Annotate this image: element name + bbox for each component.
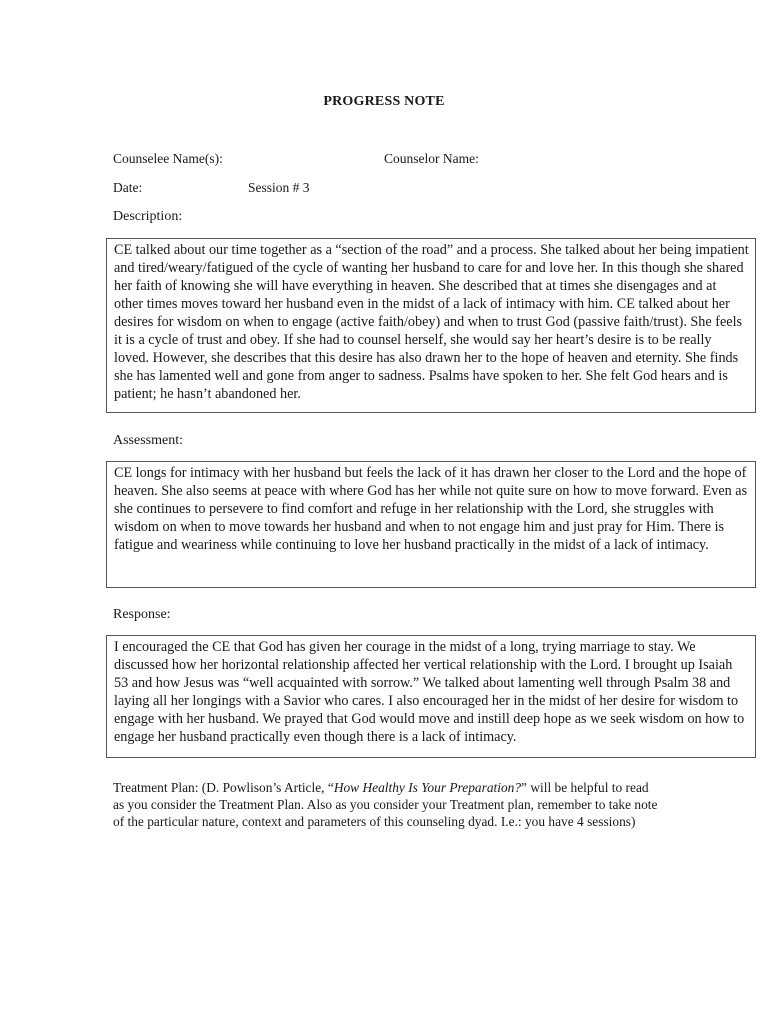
- assessment-box: [106, 461, 756, 588]
- treatment-plan-paragraph: [113, 779, 661, 830]
- response-label: Response:: [113, 607, 171, 622]
- description-box: [106, 238, 756, 413]
- session-number: Session # 3: [248, 180, 310, 195]
- counselee-name-label: Counselee Name(s):: [113, 151, 223, 166]
- assessment-label: Assessment:: [113, 433, 183, 448]
- document-title: PROGRESS NOTE: [323, 94, 445, 109]
- article-title: How Healthy Is Your Preparation?: [333, 780, 522, 795]
- description-label: Description:: [113, 209, 183, 224]
- date-label: Date:: [113, 180, 143, 195]
- treatment-plan-suffix: ” will be helpful to read as you consider the Treatment Plan. Also as you consider your Treatment plan, remember to take note of the particular nature, context and parameters of this counseling dyad. I.e.: you have 4 sessions): [113, 780, 658, 829]
- treatment-plan-prefix: Treatment Plan: (D. Powlison’s Article, “: [113, 780, 334, 795]
- response-text: I encouraged the CE that God has given her courage in the midst of a long, trying marriage to stay. We discussed how her horizontal relationship affected her vertical relationship with the Lord. I brought up Isaiah 53 and how Jesus was “well acquainted with sorrow.” We talked about lamenting well through Psalm 38 and laying all her longings with a Savior who cares. I also encouraged her in the midst of her desire for wisdom to engage with her husband. We prayed that God would move and instill deep hope as we seek wisdom on how to engage her husband practically even though there is a lack of intimacy.: [114, 639, 745, 745]
- assessment-text: CE longs for intimacy with her husband but feels the lack of it has drawn her closer to the Lord and the hope of heaven. She also seems at peace with where God has her while not quite sure on how to move forward. Even as she continues to persevere to find comfort and refuge in her relationship with the Lord, she struggles with wisdom on when to move towards her husband and when to not engage him and just pray for Him. There is fatigue and weariness while continuing to love her husband practically in the midst of a lack of intimacy.: [114, 465, 748, 553]
- counselor-name-label: Counselor Name:: [384, 151, 479, 166]
- response-box: [106, 635, 756, 758]
- description-text: CE talked about our time together as a “section of the road” and a process. She talked about her being impatient and tired/weary/fatigued of the cycle of wanting her husband to care for and love her. In this though she shared her faith of knowing she will have everything in heaven. She described that at times she disengages and at other times moves toward her husband even in the midst of a lack of intimacy with him. CE talked about her desires for wisdom on when to engage (active faith/obey) and when to trust God (passive faith/trust). She feels it is a cycle of trust and obey. If she had to counsel herself, she would say her heart’s desire is to be really loved. However, she describes that this desire has also drawn her to the hope of heaven and eternity. She finds she has lamented well and gone from anger to sadness. Psalms have spoken to her. She felt God hears and is patient; he hasn’t abandoned her.: [114, 242, 749, 402]
